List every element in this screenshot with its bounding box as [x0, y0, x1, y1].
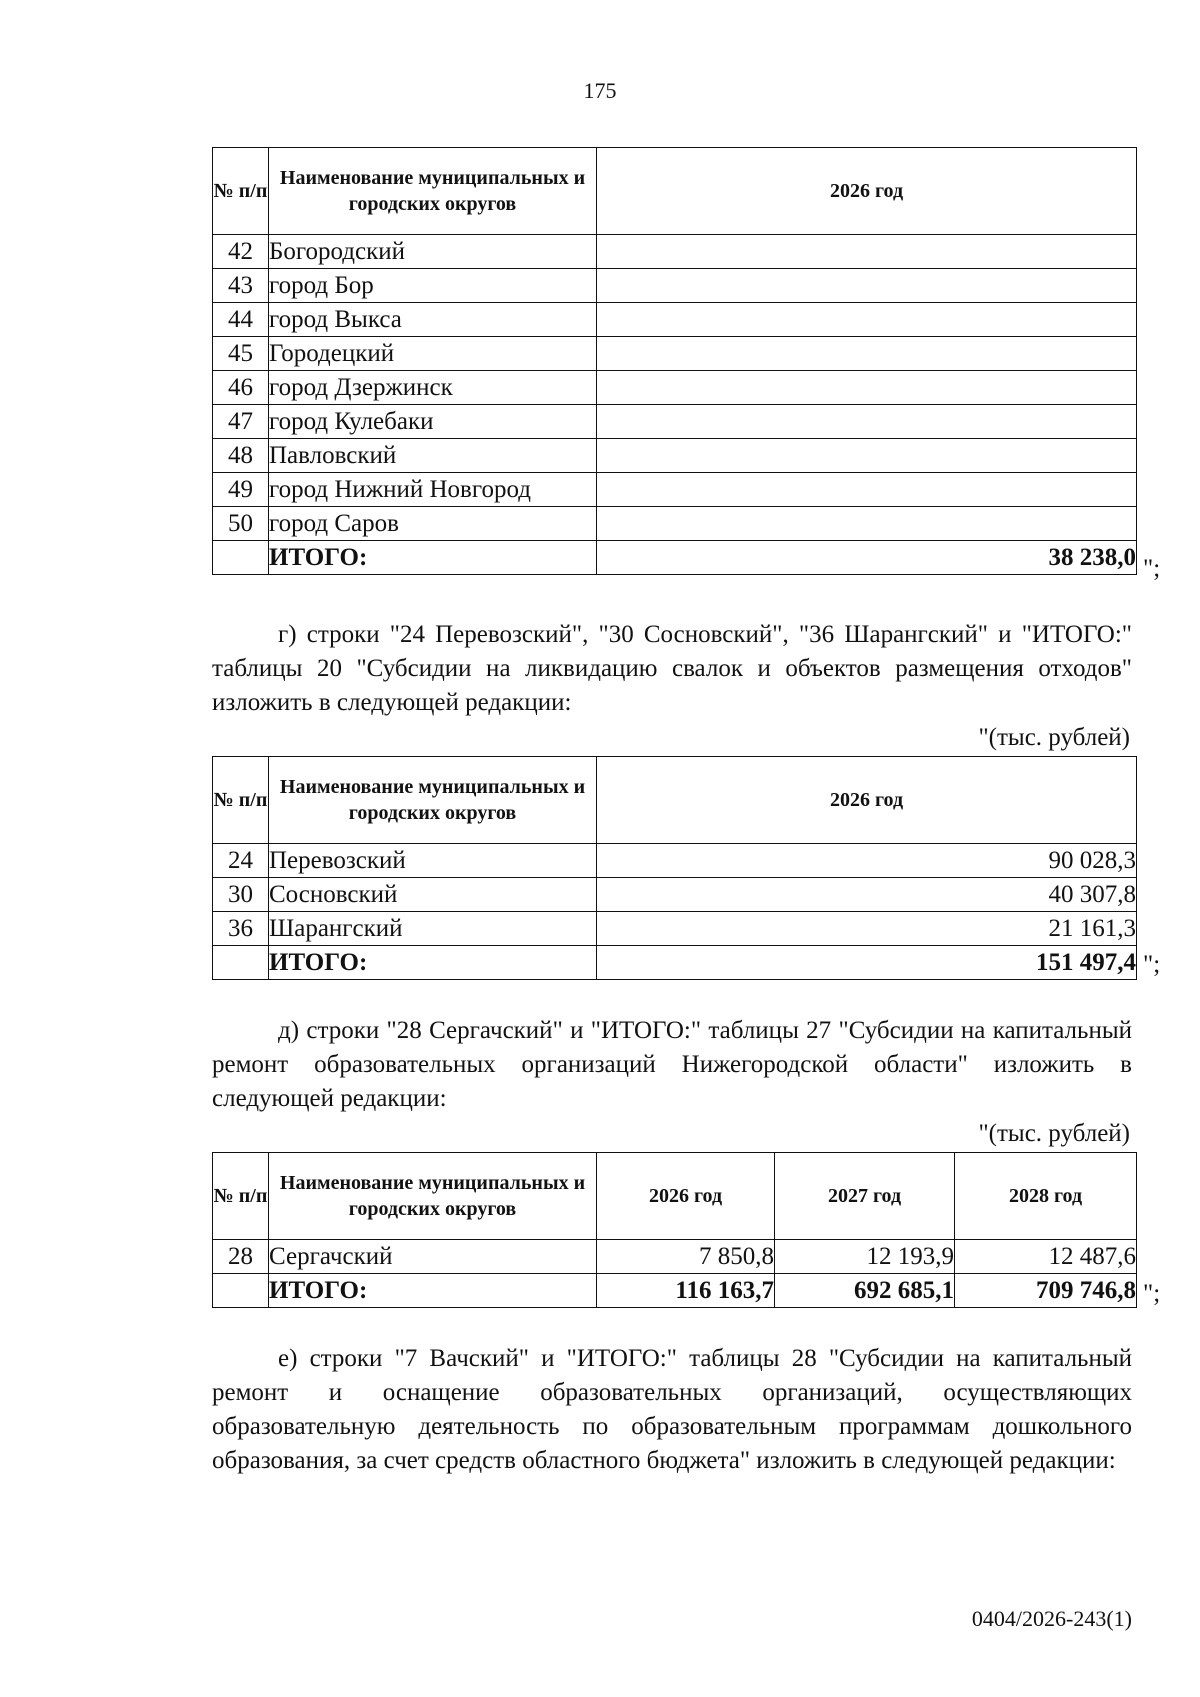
- row-2026: [597, 405, 1137, 439]
- row-name: город Саров: [269, 507, 597, 541]
- table-dumps-subsidies: [212, 756, 1137, 980]
- row-2027: 12 193,9: [775, 1240, 955, 1274]
- paragraph-d: [212, 1014, 1132, 1116]
- table-row: [213, 269, 1137, 303]
- page-number: 175: [583, 78, 617, 103]
- table-header-row: [213, 757, 1137, 844]
- row-name: город Бор: [269, 269, 597, 303]
- table-row: [213, 912, 1137, 946]
- row-num: 28: [213, 1240, 269, 1274]
- row-num: 30: [213, 878, 269, 912]
- table-total-row: [213, 541, 1137, 575]
- header-name: Наименование муниципальных и городских округов: [269, 1153, 597, 1240]
- header-num: № п/п: [213, 148, 269, 235]
- header-2026: 2026 год: [597, 148, 1137, 235]
- row-name: Городецкий: [269, 337, 597, 371]
- header-2028: 2028 год: [955, 1153, 1137, 1240]
- total-num: [213, 541, 269, 575]
- total-2026: 38 238,0: [597, 541, 1137, 575]
- header-2026: 2026 год: [597, 757, 1137, 844]
- header-num: № п/п: [213, 1153, 269, 1240]
- row-num: 24: [213, 844, 269, 878]
- total-num: [213, 946, 269, 980]
- row-2026: [597, 235, 1137, 269]
- total-2027: 692 685,1: [775, 1274, 955, 1308]
- total-2028: 709 746,8: [955, 1274, 1137, 1308]
- row-name: город Кулебаки: [269, 405, 597, 439]
- total-2026: 116 163,7: [597, 1274, 775, 1308]
- row-2026: 90 028,3: [597, 844, 1137, 878]
- table-row: [213, 303, 1137, 337]
- total-num: [213, 1274, 269, 1308]
- row-2028: 12 487,6: [955, 1240, 1137, 1274]
- table-row: [213, 844, 1137, 878]
- row-num: 42: [213, 235, 269, 269]
- table-municipal-2026-part: [212, 147, 1137, 575]
- header-name: Наименование муниципальных и городских округов: [269, 757, 597, 844]
- table-header-row: [213, 148, 1137, 235]
- row-num: 49: [213, 473, 269, 507]
- row-num: 48: [213, 439, 269, 473]
- table-row: [213, 337, 1137, 371]
- table-school-repair-subsidies: [212, 1152, 1137, 1308]
- paragraph-g: [212, 618, 1132, 720]
- row-name: Перевозский: [269, 844, 597, 878]
- units-label-d: "(тыс. рублей): [978, 1120, 1130, 1147]
- table-total-row: [213, 946, 1137, 980]
- table-row: [213, 473, 1137, 507]
- row-name: город Дзержинск: [269, 371, 597, 405]
- row-2026: [597, 507, 1137, 541]
- table-row: [213, 371, 1137, 405]
- row-2026: 7 850,8: [597, 1240, 775, 1274]
- row-name: Богородский: [269, 235, 597, 269]
- row-name: Сергачский: [269, 1240, 597, 1274]
- row-num: 36: [213, 912, 269, 946]
- header-name: Наименование муниципальных и городских округов: [269, 148, 597, 235]
- row-name: Павловский: [269, 439, 597, 473]
- header-num: № п/п: [213, 757, 269, 844]
- table2-closing-quote: ";: [1143, 951, 1161, 978]
- row-num: 44: [213, 303, 269, 337]
- table-row: [213, 439, 1137, 473]
- row-2026: 21 161,3: [597, 912, 1137, 946]
- table-header-row: [213, 1153, 1137, 1240]
- row-num: 45: [213, 337, 269, 371]
- total-label: ИТОГО:: [269, 541, 597, 575]
- table1-closing-quote: ";: [1143, 555, 1161, 582]
- row-2026: [597, 303, 1137, 337]
- table-total-row: [213, 1274, 1137, 1308]
- table-row: [213, 507, 1137, 541]
- row-name: город Выкса: [269, 303, 597, 337]
- row-2026: [597, 269, 1137, 303]
- row-2026: [597, 473, 1137, 507]
- document-id: 0404/2026-243(1): [971, 1606, 1132, 1631]
- units-label-g: "(тыс. рублей): [978, 724, 1130, 751]
- row-num: 47: [213, 405, 269, 439]
- table-row: [213, 235, 1137, 269]
- paragraph-g-text: г) строки "24 Перевозский", "30 Сосновский", "36 Шарангский" и "ИТОГО:" таблицы 20 "Субсидии на ликвидацию свалок и объектов размещения отходов" изложить в следующей редакции:: [212, 621, 1132, 716]
- row-name: Шарангский: [269, 912, 597, 946]
- row-name: город Нижний Новгород: [269, 473, 597, 507]
- table-row: [213, 405, 1137, 439]
- row-2026: [597, 371, 1137, 405]
- row-2026: 40 307,8: [597, 878, 1137, 912]
- header-2026: 2026 год: [597, 1153, 775, 1240]
- row-num: 43: [213, 269, 269, 303]
- total-label: ИТОГО:: [269, 946, 597, 980]
- paragraph-d-text: д) строки "28 Сергачский" и "ИТОГО:" таблицы 27 "Субсидии на капитальный ремонт образовательных организаций Нижегородской области" изложить в следующей редакции:: [212, 1017, 1132, 1112]
- total-label: ИТОГО:: [269, 1274, 597, 1308]
- table-row: [213, 878, 1137, 912]
- row-name: Сосновский: [269, 878, 597, 912]
- header-2027: 2027 год: [775, 1153, 955, 1240]
- table-row: [213, 1240, 1137, 1274]
- row-num: 50: [213, 507, 269, 541]
- total-2026: 151 497,4: [597, 946, 1137, 980]
- row-2026: [597, 439, 1137, 473]
- paragraph-e-text: е) строки "7 Вачский" и "ИТОГО:" таблицы 28 "Субсидии на капитальный ремонт и оснащение образовательных организаций, осуществляющих образовательную деятельность по образовательным программам дошкольного образования, за счет средств областного бюджета" изложить в следующей редакции:: [212, 1345, 1132, 1474]
- table3-closing-quote: ";: [1143, 1280, 1161, 1307]
- row-num: 46: [213, 371, 269, 405]
- row-2026: [597, 337, 1137, 371]
- paragraph-e: [212, 1342, 1132, 1478]
